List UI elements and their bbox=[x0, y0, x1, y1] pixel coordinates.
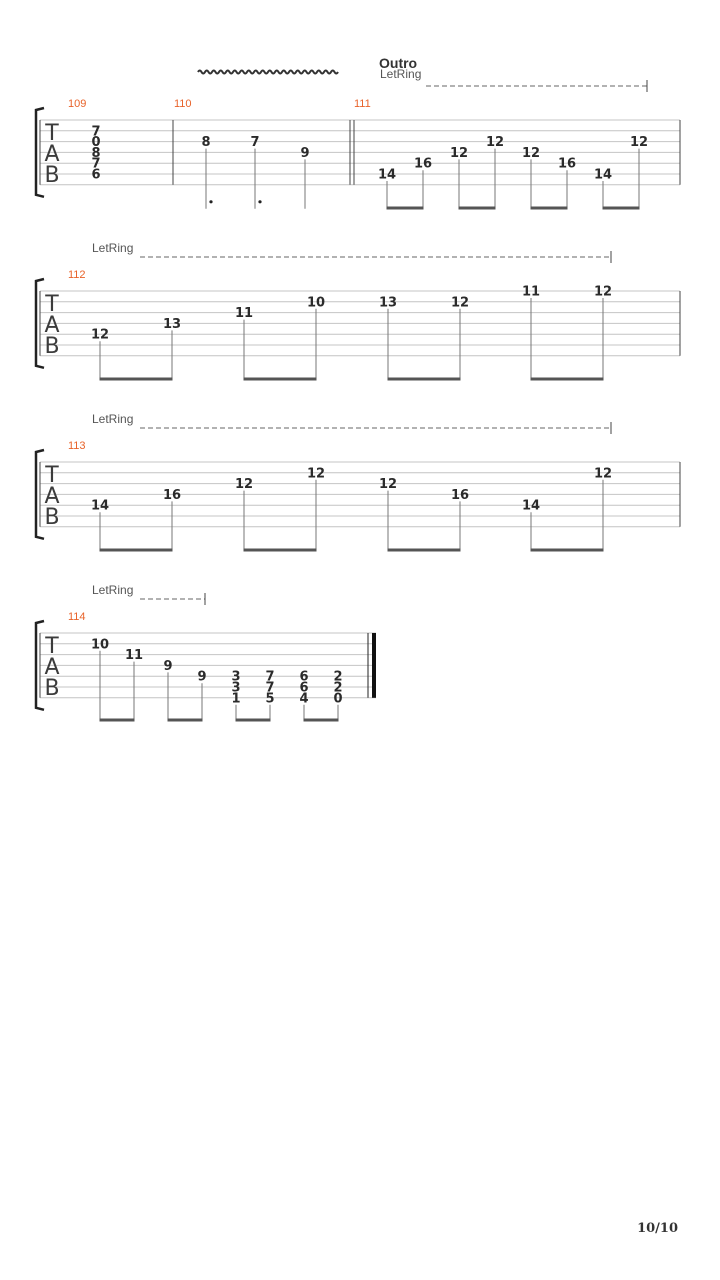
fret-number: 10 bbox=[306, 295, 326, 311]
note-beam bbox=[603, 207, 640, 210]
tab-clef-letter: T bbox=[45, 292, 59, 317]
fret-number: 14 bbox=[593, 167, 613, 183]
fret-number: 7 bbox=[265, 669, 275, 685]
tab-clef-letter: B bbox=[44, 163, 60, 188]
fret-number: 16 bbox=[450, 487, 470, 503]
measure-number: 112 bbox=[68, 269, 86, 281]
let-ring-label: LetRing bbox=[92, 241, 134, 255]
note-beam bbox=[531, 378, 604, 381]
fret-number: 13 bbox=[378, 295, 398, 311]
note-beam bbox=[236, 719, 271, 722]
tab-clef-letter: B bbox=[44, 334, 60, 359]
note-beam bbox=[244, 378, 317, 381]
tab-clef-letter: B bbox=[44, 676, 60, 701]
fret-number: 13 bbox=[162, 316, 182, 332]
note-beam bbox=[100, 378, 173, 381]
fret-number: 12 bbox=[234, 477, 254, 493]
note-beam bbox=[168, 719, 203, 722]
fret-number: 5 bbox=[265, 691, 275, 707]
tab-clef-letter: A bbox=[44, 142, 60, 167]
tab-clef-letter: T bbox=[45, 463, 59, 488]
final-barline-thick bbox=[372, 633, 376, 698]
fret-number: 0 bbox=[91, 135, 101, 151]
let-ring-label: LetRing bbox=[92, 583, 134, 597]
fret-number: 9 bbox=[300, 145, 310, 161]
fret-number: 12 bbox=[593, 284, 613, 300]
fret-number: 8 bbox=[91, 145, 101, 161]
measure-number: 110 bbox=[174, 98, 192, 110]
fret-number: 2 bbox=[333, 680, 343, 696]
fret-number: 0 bbox=[333, 691, 343, 707]
let-ring-label: LetRing bbox=[92, 412, 134, 426]
fret-number: 6 bbox=[299, 680, 309, 696]
measure-number: 113 bbox=[68, 440, 86, 452]
fret-number: 12 bbox=[90, 327, 110, 343]
note-beam bbox=[387, 207, 424, 210]
vibrato-line bbox=[198, 71, 338, 74]
measure-number: 114 bbox=[68, 611, 86, 623]
tab-clef-letter: A bbox=[44, 313, 60, 338]
note-beam bbox=[244, 549, 317, 552]
page-number: 10/10 bbox=[637, 1221, 678, 1236]
fret-number: 11 bbox=[234, 306, 254, 322]
fret-number: 12 bbox=[378, 477, 398, 493]
fret-number: 6 bbox=[299, 669, 309, 685]
fret-number: 12 bbox=[485, 135, 505, 151]
fret-number: 12 bbox=[629, 135, 649, 151]
measure-number: 109 bbox=[68, 98, 87, 110]
fret-number: 9 bbox=[197, 669, 207, 685]
tab-clef-letter: T bbox=[45, 121, 59, 146]
note-beam bbox=[304, 719, 339, 722]
fret-number: 12 bbox=[593, 466, 613, 482]
fret-number: 2 bbox=[333, 669, 343, 685]
tab-clef-letter: A bbox=[44, 655, 60, 680]
fret-number: 16 bbox=[413, 156, 433, 172]
fret-number: 10 bbox=[90, 637, 110, 653]
let-ring-label: LetRing bbox=[380, 67, 422, 81]
section-title: Outro bbox=[379, 55, 418, 71]
fret-number: 7 bbox=[265, 680, 275, 696]
duration-dot bbox=[258, 200, 261, 203]
fret-number: 14 bbox=[90, 498, 110, 514]
fret-number: 12 bbox=[449, 145, 469, 161]
fret-number: 4 bbox=[299, 691, 309, 707]
note-beam bbox=[100, 719, 135, 722]
note-beam bbox=[388, 549, 461, 552]
note-beam bbox=[100, 549, 173, 552]
fret-number: 3 bbox=[231, 680, 241, 696]
fret-number: 7 bbox=[250, 135, 260, 151]
fret-number: 14 bbox=[521, 498, 541, 514]
note-beam bbox=[388, 378, 461, 381]
note-beam bbox=[531, 549, 604, 552]
fret-number: 16 bbox=[162, 487, 182, 503]
fret-number: 11 bbox=[124, 648, 144, 664]
fret-number: 9 bbox=[163, 658, 173, 674]
tab-clef-letter: B bbox=[44, 505, 60, 530]
fret-number: 6 bbox=[91, 167, 101, 183]
note-beam bbox=[531, 207, 568, 210]
fret-number: 12 bbox=[521, 145, 541, 161]
fret-number: 14 bbox=[377, 167, 397, 183]
measure-number: 111 bbox=[354, 98, 371, 110]
fret-number: 11 bbox=[521, 284, 541, 300]
fret-number: 3 bbox=[231, 669, 241, 685]
duration-dot bbox=[209, 200, 212, 203]
fret-number: 12 bbox=[450, 295, 470, 311]
fret-number: 16 bbox=[557, 156, 577, 172]
fret-number: 7 bbox=[91, 124, 101, 140]
fret-number: 12 bbox=[306, 466, 326, 482]
note-beam bbox=[459, 207, 496, 210]
fret-number: 1 bbox=[231, 691, 241, 707]
tab-clef-letter: A bbox=[44, 484, 60, 509]
tab-clef-letter: T bbox=[45, 634, 59, 659]
fret-number: 8 bbox=[201, 135, 211, 151]
fret-number: 7 bbox=[91, 156, 101, 172]
